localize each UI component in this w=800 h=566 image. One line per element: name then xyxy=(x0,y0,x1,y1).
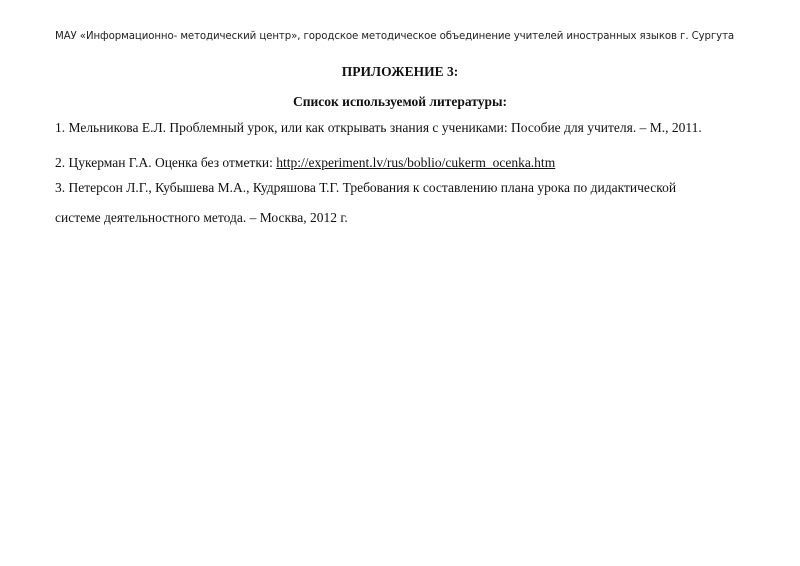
reference-item-3-line-1: 3. Петерсон Л.Г., Кубышева М.А., Кудряшова Т.Г. Требования к составлению плана урока по дидактической xyxy=(55,180,677,195)
reference-text: 2. Цукерман Г.А. Оценка без отметки: xyxy=(55,155,277,170)
page-header: МАУ «Информационно- методический центр», городское методическое объединение учителей иностранных языков г. Сургута xyxy=(55,31,735,42)
reference-item-1: 1. Мельникова Е.Л. Проблемный урок, или как открывать знания с учениками: Пособие для учителя. – М., 2011. xyxy=(55,120,702,135)
reference-link[interactable]: http://experiment.lv/rus/boblio/cukerm_ocenka.htm xyxy=(276,155,556,170)
appendix-title: ПРИЛОЖЕНИЕ 3: xyxy=(341,64,459,79)
reference-item-3-line-2: системе деятельностного метода. – Москва, 2012 г. xyxy=(55,210,348,225)
reference-item-2 xyxy=(55,155,555,171)
references-heading: Список используемой литературы: xyxy=(292,94,508,109)
